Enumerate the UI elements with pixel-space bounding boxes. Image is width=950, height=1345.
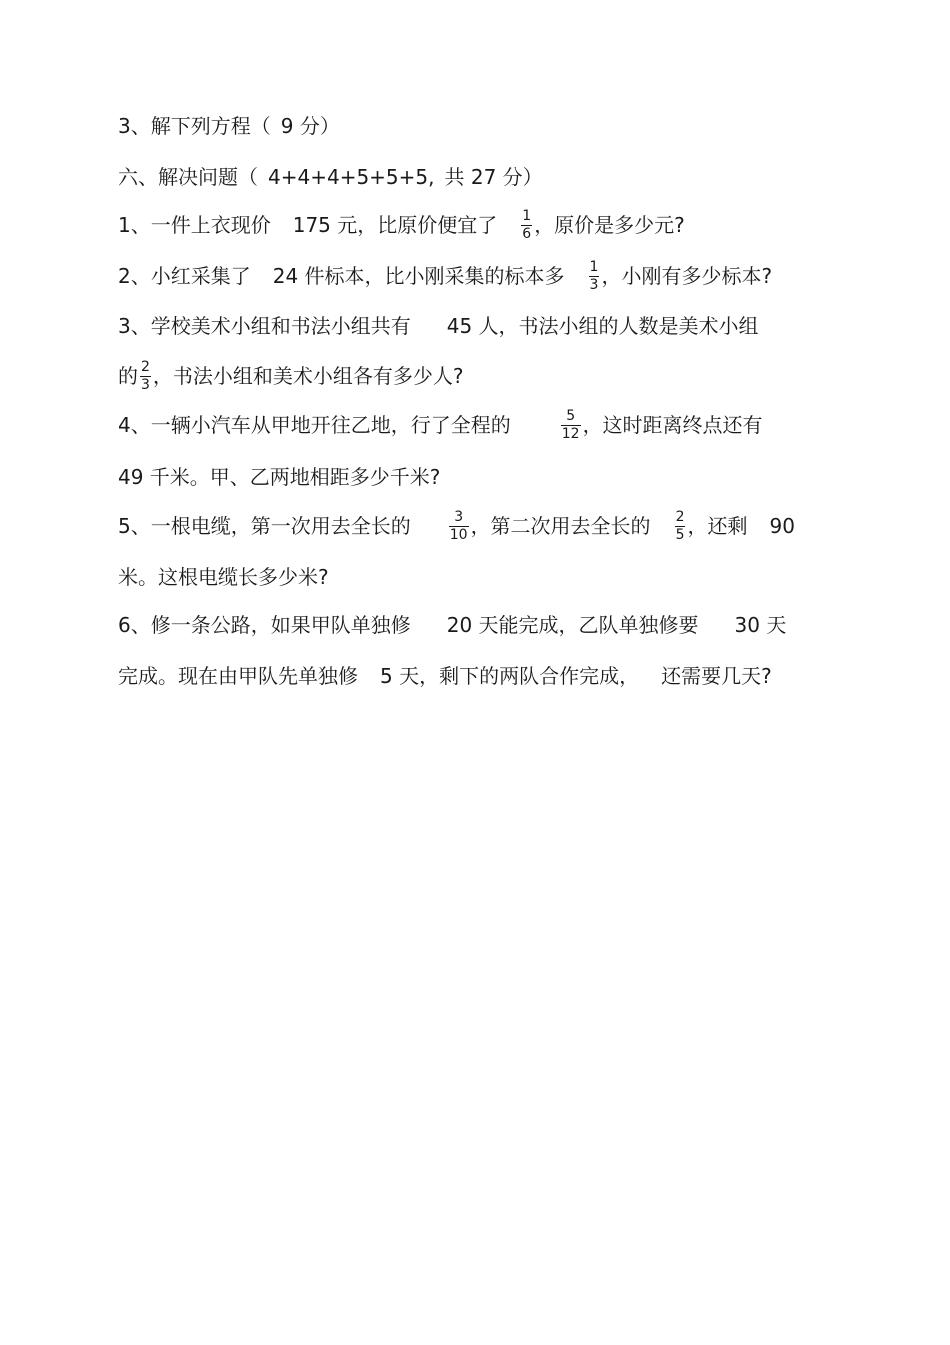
fraction: $\frac{2}{5}$ bbox=[675, 509, 685, 543]
fraction: $\frac{3}{10}$ bbox=[449, 509, 468, 543]
fraction: $\frac{2}{3}$ bbox=[141, 359, 150, 393]
fraction: $\frac{1}{6}$ bbox=[522, 208, 532, 242]
problem-6-line-2: 完成。现在由甲队先单独修 5 天，剩下的两队合作完成， 还需要几天? bbox=[118, 664, 772, 688]
problem-5: 5、一根电缆，第一次用去全长的 $\frac{3}{10}$ ，第二次用去全长的 $\frac{2}{5}$ ，还剩 90 bbox=[118, 509, 795, 543]
fraction: $\frac{1}{3}$ bbox=[589, 259, 599, 293]
problem-6: 6、修一条公路，如果甲队单独修 20 天能完成，乙队单独修要 30 天 bbox=[118, 613, 787, 637]
problem-4-line-2: 49 千米。甲、乙两地相距多少千米? bbox=[118, 465, 441, 489]
problem-5-line-2: 米。这根电缆长多少米? bbox=[118, 565, 329, 589]
equations-heading: 3、解下列方程（ 9 分） bbox=[118, 114, 340, 138]
problem-1: 1、一件上衣现价 175 元，比原价便宜了 $\frac{1}{6}$ ，原价是多少元? bbox=[118, 208, 685, 242]
problems-heading: 六、解决问题（ 4+4+4+5+5+5, 共 27 分） bbox=[118, 165, 543, 189]
problem-3: 3、学校美术小组和书法小组共有 45 人，书法小组的人数是美术小组 bbox=[118, 314, 759, 338]
problem-2: 2、小红采集了 24 件标本，比小刚采集的标本多 $\frac{1}{3}$ ，小刚有多少标本? bbox=[118, 259, 773, 293]
problem-3-line-2: 的 $\frac{2}{3}$ ，书法小组和美术小组各有多少人? bbox=[118, 359, 464, 393]
fraction: $\frac{5}{12}$ bbox=[561, 408, 580, 442]
problem-4: 4、一辆小汽车从甲地开往乙地，行了全程的 $\frac{5}{12}$ ，这时距离终点还有 bbox=[118, 408, 763, 442]
